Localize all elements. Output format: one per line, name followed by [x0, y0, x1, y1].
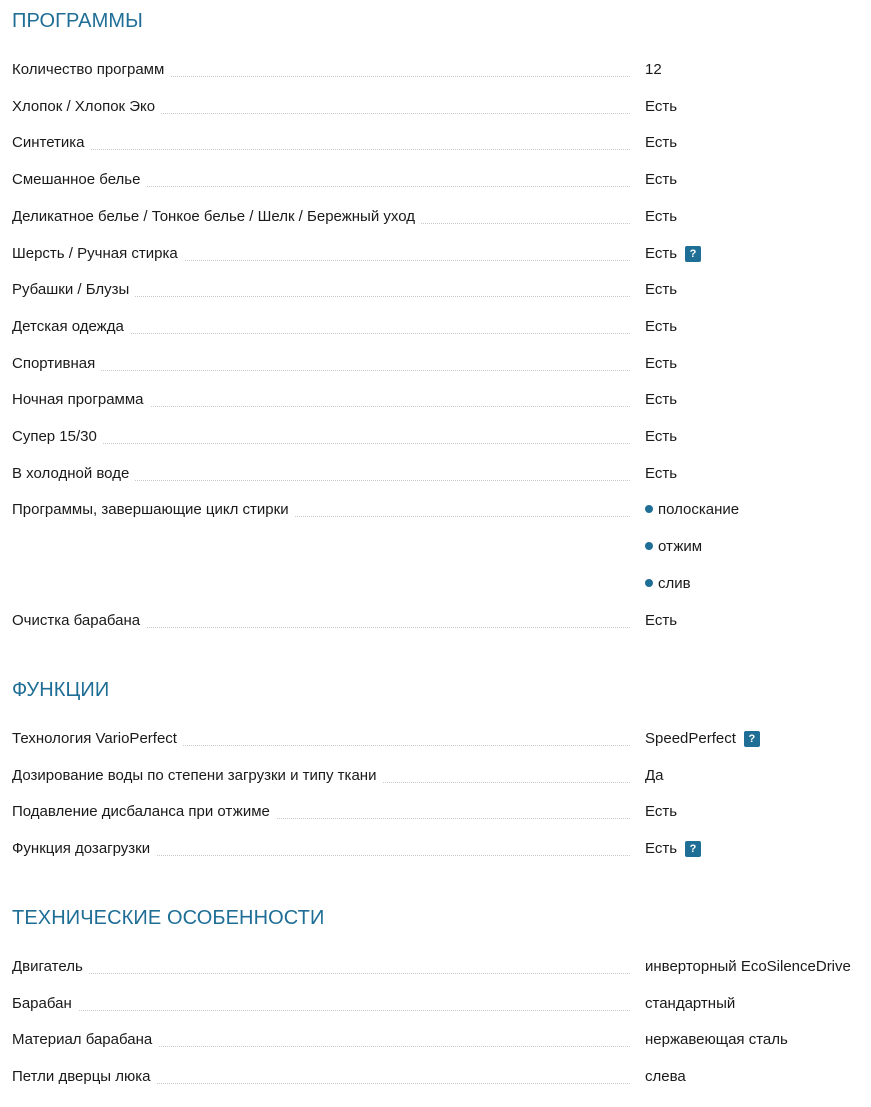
spec-label: Спортивная — [12, 354, 101, 374]
spec-value — [645, 427, 677, 447]
spec-value — [645, 317, 677, 337]
spec-value — [645, 133, 677, 153]
spec-row — [0, 839, 871, 876]
spec-label: Петли дверцы люка — [12, 1067, 156, 1087]
leader-dots — [12, 370, 630, 371]
spec-row — [0, 500, 871, 592]
spec-value-text: инверторный EcoSilenceDrive — [645, 958, 851, 975]
spec-value — [645, 244, 701, 264]
spec-label: Очистка барабана — [12, 611, 146, 631]
spec-value-text: SpeedPerfect — [645, 730, 736, 747]
spec-row — [0, 427, 871, 464]
spec-label: Количество программ — [12, 60, 170, 80]
spec-value-text: Есть — [645, 244, 678, 262]
spec-row — [0, 1030, 871, 1067]
spec-row — [0, 170, 871, 207]
spec-row — [0, 244, 871, 281]
spec-value-text: слив — [658, 574, 691, 592]
spec-value — [645, 611, 677, 631]
spec-row — [0, 611, 871, 648]
spec-value — [645, 97, 677, 117]
spec-value-text: Есть — [645, 317, 678, 335]
spec-value-list-item — [645, 500, 739, 520]
question-mark-icon[interactable]: ? — [685, 246, 701, 262]
section-title: ФУНКЦИИ — [12, 679, 110, 701]
spec-row — [0, 994, 871, 1031]
spec-row — [0, 133, 871, 170]
spec-value-text: Есть — [645, 97, 678, 115]
spec-value-text: Есть — [645, 354, 678, 372]
spec-value — [645, 957, 851, 977]
spec-row — [0, 766, 871, 803]
leader-dots — [12, 973, 630, 974]
spec-value-text: Есть — [645, 464, 678, 482]
spec-label: Барабан — [12, 994, 78, 1014]
spec-label: Программы, завершающие цикл стирки — [12, 500, 295, 520]
leader-dots — [12, 443, 630, 444]
spec-value-text: слева — [645, 1068, 686, 1086]
spec-value-text: стандартный — [645, 994, 736, 1012]
spec-value-text: отжим — [658, 538, 703, 556]
spec-value — [645, 1067, 686, 1087]
spec-label: Технология VarioPerfect — [12, 729, 183, 749]
spec-value — [645, 1030, 788, 1050]
spec-label: Дозирование воды по степени загрузки и типу ткани — [12, 766, 382, 786]
spec-row — [0, 354, 871, 391]
spec-value-text: Есть — [645, 134, 678, 152]
spec-row — [0, 957, 871, 994]
spec-value — [645, 464, 677, 484]
spec-value-text: Есть — [645, 281, 678, 299]
question-mark-icon[interactable]: ? — [685, 841, 701, 857]
spec-label: Ночная программа — [12, 390, 150, 410]
spec-row — [0, 207, 871, 244]
leader-dots — [12, 149, 630, 150]
spec-label: Смешанное белье — [12, 170, 146, 190]
spec-value — [645, 280, 677, 300]
section-title: ТЕХНИЧЕСКИЕ ОСОБЕННОСТИ — [12, 907, 325, 929]
spec-row — [0, 280, 871, 317]
spec-value-list-item — [645, 574, 691, 594]
spec-label: Детская одежда — [12, 317, 130, 337]
spec-row — [0, 317, 871, 354]
spec-value-text: Есть — [645, 207, 678, 225]
spec-row — [0, 390, 871, 427]
bullet-dot-icon — [645, 505, 653, 513]
spec-value — [645, 729, 760, 749]
bullet-dot-icon — [645, 579, 653, 587]
spec-value-text: Есть — [645, 611, 678, 629]
spec-label: Двигатель — [12, 957, 89, 977]
spec-value — [645, 839, 701, 859]
spec-label: Материал барабана — [12, 1030, 158, 1050]
spec-value-text: Есть — [645, 171, 678, 189]
section-title: ПРОГРАММЫ — [12, 10, 143, 32]
leader-dots — [12, 1010, 630, 1011]
spec-row — [0, 802, 871, 839]
spec-value-text: Есть — [645, 803, 678, 821]
bullet-dot-icon — [645, 542, 653, 550]
spec-value — [645, 354, 677, 374]
spec-row — [0, 464, 871, 501]
spec-value — [645, 802, 677, 822]
spec-label: Синтетика — [12, 133, 91, 153]
spec-label: Деликатное белье / Тонкое белье / Шелк / Бережный уход — [12, 207, 421, 227]
spec-label: Шерсть / Ручная стирка — [12, 244, 184, 264]
spec-value-text: Есть — [645, 391, 678, 409]
spec-label: Подавление дисбаланса при отжиме — [12, 802, 276, 822]
spec-row — [0, 1067, 871, 1104]
question-mark-icon[interactable]: ? — [744, 731, 760, 747]
spec-row — [0, 60, 871, 97]
spec-label: Хлопок / Хлопок Эко — [12, 97, 161, 117]
spec-value — [645, 994, 735, 1014]
spec-value — [645, 766, 664, 786]
spec-label: Функция дозагрузки — [12, 839, 156, 859]
spec-row — [0, 97, 871, 134]
spec-value — [645, 60, 662, 80]
spec-value — [645, 390, 677, 410]
spec-value-text: Есть — [645, 840, 678, 858]
spec-label: В холодной воде — [12, 464, 135, 484]
spec-value-text: нержавеющая сталь — [645, 1031, 788, 1049]
spec-value-text: 12 — [645, 61, 662, 78]
spec-label: Рубашки / Блузы — [12, 280, 135, 300]
spec-row — [0, 729, 871, 766]
spec-value — [645, 207, 677, 227]
spec-value — [645, 170, 677, 190]
spec-value-text: Есть — [645, 428, 678, 445]
spec-value-text: полоскание — [658, 501, 740, 519]
spec-value-list-item — [645, 537, 702, 557]
spec-label: Супер 15/30 — [12, 427, 103, 447]
spec-value-text: Да — [645, 766, 664, 784]
